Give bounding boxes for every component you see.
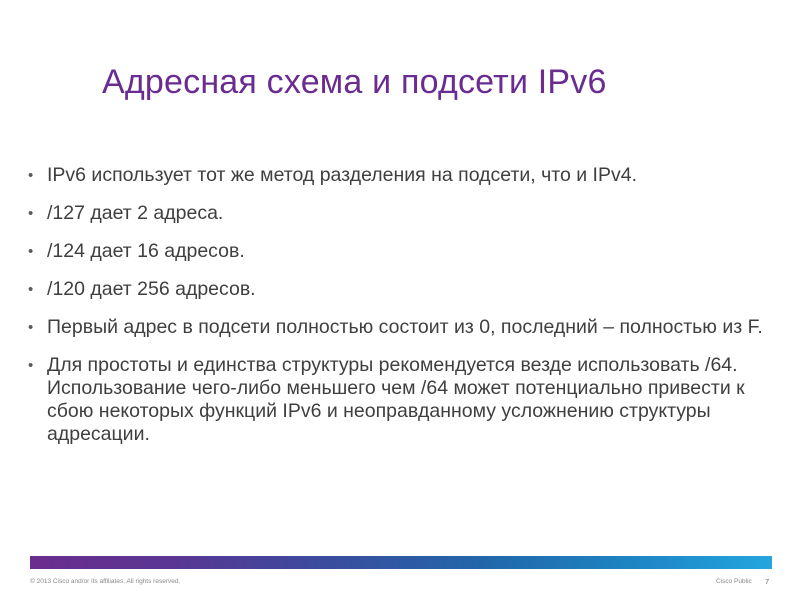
page-number: 7: [765, 577, 770, 586]
bullet-item: [28, 354, 778, 446]
bullet-dot-icon: •: [28, 205, 34, 222]
bullet-dot-icon: •: [28, 281, 34, 298]
bullet-text: Для простоты и единства структуры рекомендуется везде использовать /64. Использование чего-либо меньшего чем /64 может потенциально привести к сбою некоторых функций IPv6 и неоправданному усложнению структуры адресации.: [47, 354, 745, 445]
bullet-text: /127 дает 2 адреса.: [47, 202, 224, 224]
footer-gradient-bar: [30, 556, 772, 569]
slide-title: Адресная схема и подсети IPv6: [102, 63, 607, 101]
bullet-text: /120 дает 256 адресов.: [47, 278, 256, 300]
bullet-text: /124 дает 16 адресов.: [47, 240, 245, 262]
bullet-item: [28, 240, 778, 263]
footer-copyright: © 2013 Cisco and/or its affiliates. All rights reserved.: [30, 578, 181, 585]
bullet-item: [28, 278, 778, 301]
bullet-text: IPv6 использует тот же метод разделения на подсети, что и IPv4.: [47, 164, 637, 186]
bullet-dot-icon: •: [28, 167, 34, 184]
footer-classification: Cisco Public: [716, 578, 752, 585]
bullet-dot-icon: •: [28, 357, 34, 374]
bullet-dot-icon: •: [28, 243, 34, 260]
bullet-item: [28, 202, 778, 225]
bullet-text: Первый адрес в подсети полностью состоит из 0, последний – полностью из F.: [47, 316, 763, 338]
bullet-item: [28, 316, 778, 339]
bullet-list: [28, 164, 778, 461]
bullet-item: [28, 164, 778, 187]
bullet-dot-icon: •: [28, 319, 34, 336]
